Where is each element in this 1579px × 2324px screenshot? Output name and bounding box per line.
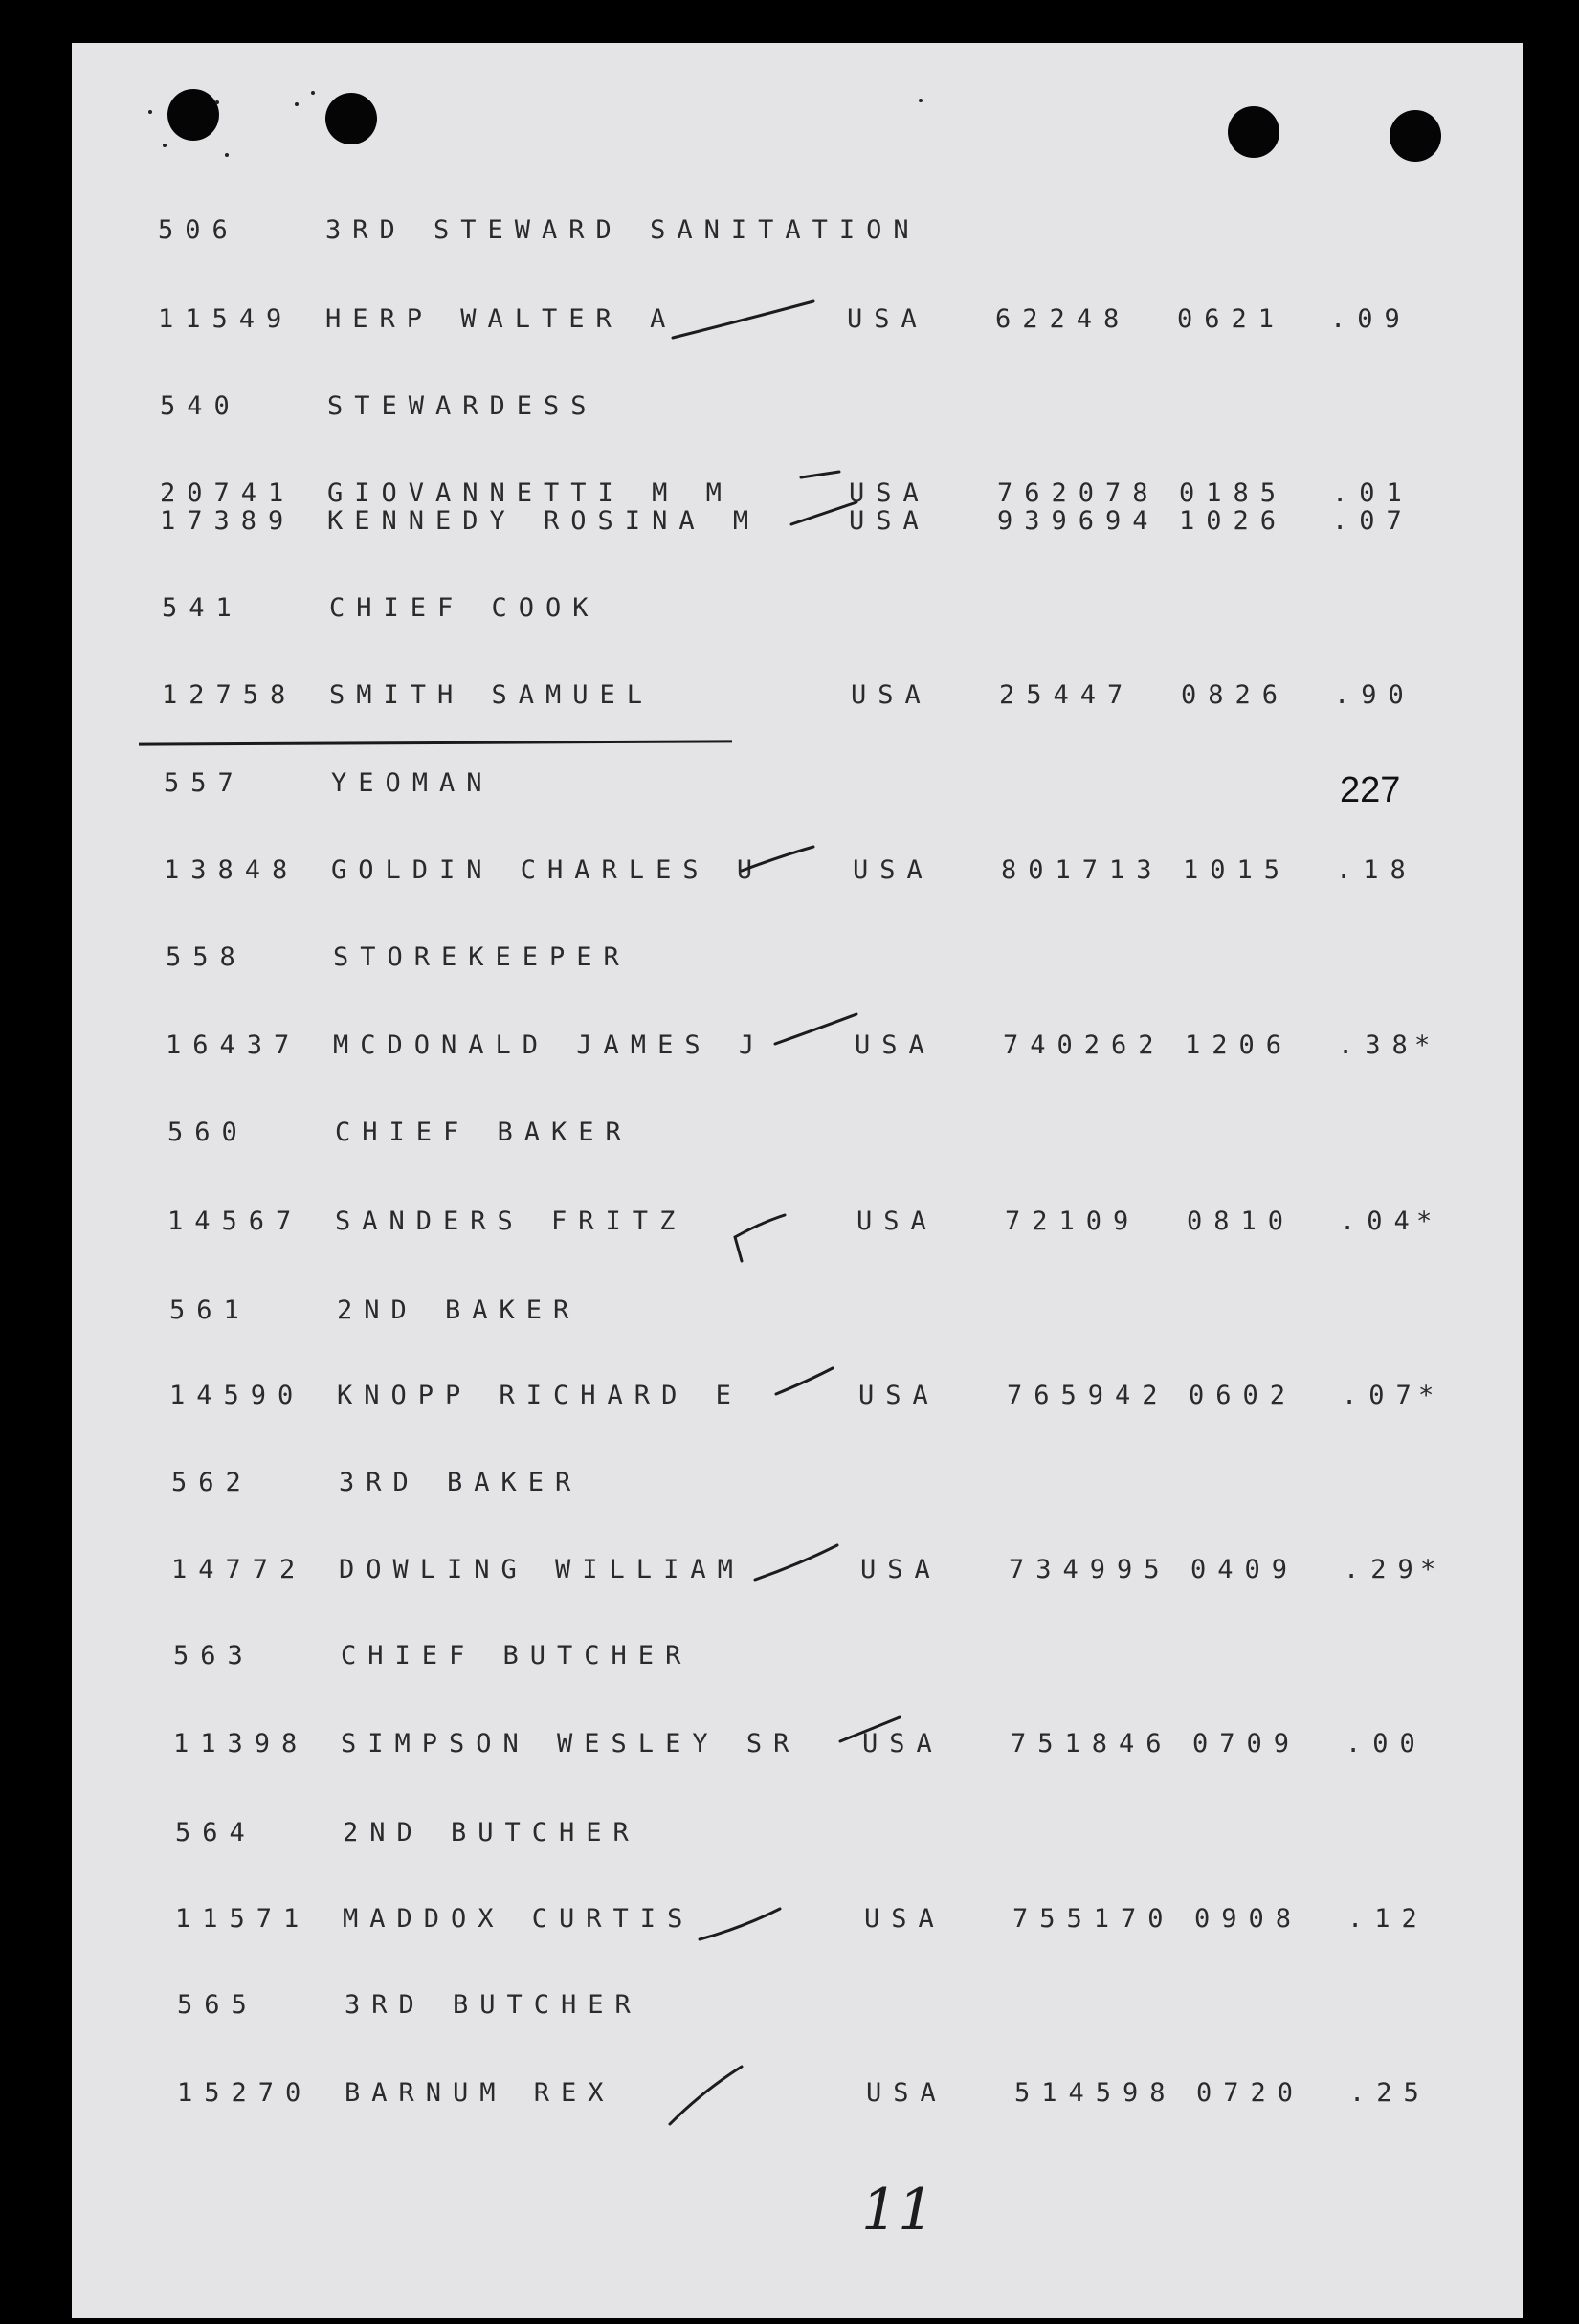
value: .07 xyxy=(1342,1381,1423,1410)
document-page xyxy=(72,43,1523,2318)
nationality: USA xyxy=(856,1206,938,1236)
value: .09 xyxy=(1330,304,1412,334)
check-mark xyxy=(791,472,856,524)
value: .07 xyxy=(1332,506,1413,536)
nationality: USA xyxy=(866,2078,947,2108)
check-mark xyxy=(742,847,813,871)
crew-name: MADDOX CURTIS xyxy=(343,1904,695,1934)
crew-name: BARNUM REX xyxy=(345,2078,615,2108)
nationality: USA xyxy=(853,855,934,885)
position-title: STEWARDESS xyxy=(327,391,598,421)
entry-code: 506 xyxy=(158,215,239,245)
entry-code: 11571 xyxy=(175,1904,311,1934)
check-mark xyxy=(700,1909,780,1939)
document-number: 740262 xyxy=(1003,1030,1166,1060)
document-number: 939694 xyxy=(997,506,1160,536)
entry-code: 564 xyxy=(175,1818,256,1848)
value: .00 xyxy=(1345,1729,1427,1759)
date-code: 1015 xyxy=(1183,855,1292,885)
date-code: 1026 xyxy=(1179,506,1288,536)
check-mark xyxy=(840,1717,900,1741)
value: .90 xyxy=(1334,680,1415,710)
entry-code: 541 xyxy=(162,593,243,623)
check-mark xyxy=(673,301,813,338)
date-code: 0826 xyxy=(1181,680,1290,710)
value: .12 xyxy=(1347,1904,1429,1934)
nationality: USA xyxy=(855,1030,936,1060)
position-title: 3RD STEWARD SANITATION xyxy=(325,215,921,245)
position-title: 2ND BAKER xyxy=(337,1295,581,1325)
asterisk-mark: * xyxy=(1414,1030,1431,1060)
value: .04 xyxy=(1340,1206,1421,1236)
document-number: 25447 xyxy=(999,680,1135,710)
document-number: 514598 xyxy=(1014,2078,1177,2108)
document-number: 751846 xyxy=(1011,1729,1173,1759)
document-number: 755170 xyxy=(1012,1904,1175,1934)
nationality: USA xyxy=(849,506,930,536)
entry-code: 12758 xyxy=(162,680,298,710)
entry-code: 562 xyxy=(171,1468,253,1497)
crew-name: MCDONALD JAMES J xyxy=(333,1030,767,1060)
crew-name: DOWLING WILLIAM xyxy=(339,1555,745,1584)
entry-code: 560 xyxy=(167,1118,249,1147)
nationality: USA xyxy=(849,478,930,508)
asterisk-mark: * xyxy=(1416,1206,1433,1236)
document-number: 72109 xyxy=(1005,1206,1141,1236)
entry-code: 17389 xyxy=(160,506,296,536)
position-title: STOREKEEPER xyxy=(333,942,631,972)
nationality: USA xyxy=(864,1904,945,1934)
position-title: CHIEF BUTCHER xyxy=(341,1641,693,1671)
date-code: 0709 xyxy=(1192,1729,1301,1759)
document-number: 765942 xyxy=(1007,1381,1169,1410)
date-code: 1206 xyxy=(1185,1030,1294,1060)
date-code: 0720 xyxy=(1196,2078,1305,2108)
check-mark xyxy=(735,1215,785,1261)
document-number: 734995 xyxy=(1009,1555,1171,1584)
date-code: 0602 xyxy=(1189,1381,1298,1410)
nationality: USA xyxy=(862,1729,944,1759)
entry-code: 563 xyxy=(173,1641,255,1671)
position-title: CHIEF COOK xyxy=(329,593,600,623)
position-title: 2ND BUTCHER xyxy=(343,1818,640,1848)
entry-code: 11398 xyxy=(173,1729,309,1759)
crew-name: GOLDIN CHARLES U xyxy=(331,855,765,885)
entry-code: 14567 xyxy=(167,1206,303,1236)
entry-code: 561 xyxy=(169,1295,251,1325)
crew-name: GIOVANNETTI M M xyxy=(327,478,733,508)
date-code: 0185 xyxy=(1179,478,1288,508)
entry-code: 14590 xyxy=(169,1381,305,1410)
date-code: 0621 xyxy=(1177,304,1286,334)
nationality: USA xyxy=(860,1555,942,1584)
date-code: 0810 xyxy=(1187,1206,1296,1236)
position-title: CHIEF BAKER xyxy=(335,1118,633,1147)
crew-name: HERP WALTER A xyxy=(325,304,678,334)
handwritten-marks xyxy=(72,43,1523,2318)
nationality: USA xyxy=(858,1381,940,1410)
value: .25 xyxy=(1349,2078,1431,2108)
position-title: YEOMAN xyxy=(331,768,494,798)
page-number: 227 xyxy=(1340,770,1401,810)
entry-code: 11549 xyxy=(158,304,294,334)
value: .01 xyxy=(1332,478,1413,508)
asterisk-mark: * xyxy=(1420,1555,1436,1584)
document-number: 801713 xyxy=(1001,855,1164,885)
position-title: 3RD BUTCHER xyxy=(345,1990,642,2020)
entry-code: 557 xyxy=(164,768,245,798)
nationality: USA xyxy=(851,680,932,710)
value: .29 xyxy=(1344,1555,1425,1584)
check-mark xyxy=(755,1545,837,1580)
entry-code: 14772 xyxy=(171,1555,307,1584)
entry-code: 20741 xyxy=(160,478,296,508)
position-title: 3RD BAKER xyxy=(339,1468,583,1497)
check-mark xyxy=(775,1014,856,1044)
nationality: USA xyxy=(847,304,928,334)
document-number: 62248 xyxy=(995,304,1131,334)
crew-name: KNOPP RICHARD E xyxy=(337,1381,743,1410)
crew-name: KENNEDY ROSINA M xyxy=(327,506,761,536)
check-mark xyxy=(670,2067,742,2124)
entry-code: 565 xyxy=(177,1990,258,2020)
value: .18 xyxy=(1336,855,1417,885)
date-code: 0409 xyxy=(1190,1555,1300,1584)
value: .38 xyxy=(1338,1030,1419,1060)
document-number: 762078 xyxy=(997,478,1160,508)
entry-code: 16437 xyxy=(166,1030,301,1060)
entry-code: 15270 xyxy=(177,2078,313,2108)
date-code: 0908 xyxy=(1194,1904,1303,1934)
entry-code: 540 xyxy=(160,391,241,421)
crew-name: SMITH SAMUEL xyxy=(329,680,655,710)
entry-code: 558 xyxy=(166,942,247,972)
handwritten-number: 11 xyxy=(861,2177,935,2244)
crew-name: SIMPSON WESLEY SR xyxy=(341,1729,801,1759)
check-mark xyxy=(776,1368,833,1394)
asterisk-mark: * xyxy=(1418,1381,1434,1410)
entry-code: 13848 xyxy=(164,855,300,885)
crew-name: SANDERS FRITZ xyxy=(335,1206,687,1236)
